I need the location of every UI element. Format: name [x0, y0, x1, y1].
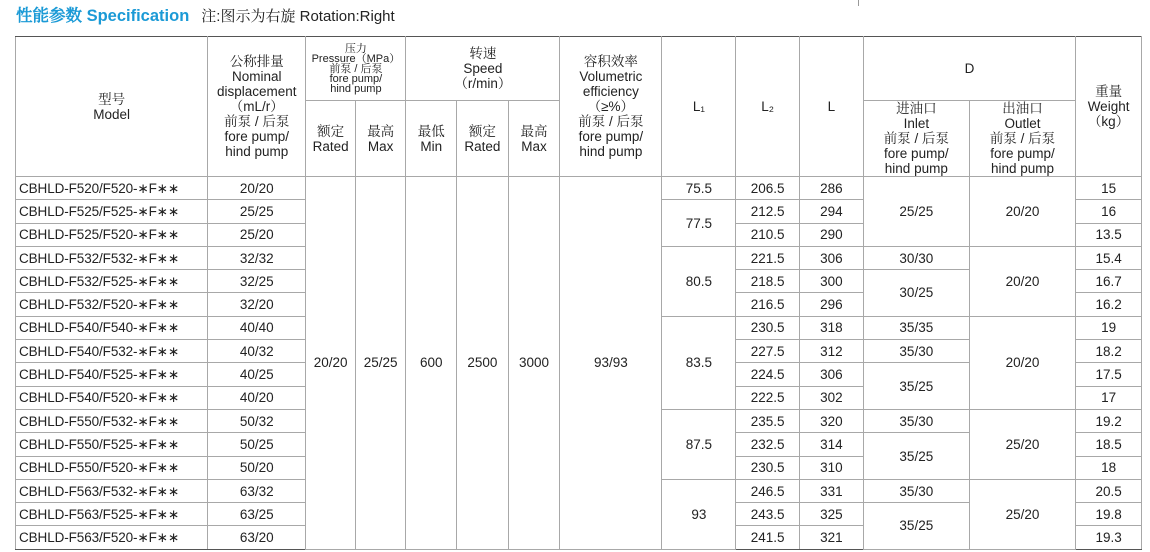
l-cell: 318 — [800, 316, 864, 339]
l2-cell: 246.5 — [736, 479, 800, 502]
l1-cell: 80.5 — [662, 246, 736, 316]
displacement-cell: 50/25 — [208, 433, 306, 456]
l-cell: 300 — [800, 270, 864, 293]
l-cell: 306 — [800, 363, 864, 386]
col-displacement: 公称排量 Nominal displacement （mL/r） 前泵 / 后泵 fore pump/ hind pump — [208, 37, 306, 177]
model-cell: CBHLD-F525/F520-∗F∗∗ — [16, 223, 208, 246]
col-pressure-max: 最高 Max — [355, 101, 406, 177]
l2-cell: 241.5 — [736, 526, 800, 549]
col-speed-max: 最高 Max — [508, 101, 560, 177]
col-pressure-rated: 额定 Rated — [306, 101, 356, 177]
l-cell: 325 — [800, 503, 864, 526]
displacement-cell: 40/40 — [208, 316, 306, 339]
displacement-cell: 20/20 — [208, 177, 306, 200]
model-cell: CBHLD-F520/F520-∗F∗∗ — [16, 177, 208, 200]
l-cell: 286 — [800, 177, 864, 200]
model-cell: CBHLD-F563/F532-∗F∗∗ — [16, 479, 208, 502]
l-cell: 294 — [800, 200, 864, 223]
model-cell: CBHLD-F540/F532-∗F∗∗ — [16, 340, 208, 363]
l-cell: 302 — [800, 386, 864, 409]
outlet-cell: 25/20 — [969, 479, 1075, 549]
col-model: 型号 Model — [16, 37, 208, 177]
weight-cell: 15 — [1076, 177, 1142, 200]
model-cell: CBHLD-F563/F520-∗F∗∗ — [16, 526, 208, 549]
col-d: D — [863, 37, 1075, 101]
l2-cell: 227.5 — [736, 340, 800, 363]
model-cell: CBHLD-F563/F525-∗F∗∗ — [16, 503, 208, 526]
col-speed: 转速 Speed （r/min） — [406, 37, 560, 101]
l-cell: 310 — [800, 456, 864, 479]
col-l1: L₁ — [662, 37, 736, 177]
inlet-cell: 35/30 — [863, 479, 969, 502]
l2-cell: 222.5 — [736, 386, 800, 409]
spec-heading: 性能参数 Specification — [16, 7, 190, 25]
weight-cell: 18.5 — [1076, 433, 1142, 456]
l1-cell: 75.5 — [662, 177, 736, 200]
col-inlet: 进油口 Inlet 前泵 / 后泵 fore pump/ hind pump — [863, 101, 969, 177]
inlet-cell: 30/30 — [863, 246, 969, 269]
inlet-cell: 35/25 — [863, 503, 969, 550]
model-cell: CBHLD-F532/F525-∗F∗∗ — [16, 270, 208, 293]
displacement-cell: 63/32 — [208, 479, 306, 502]
displacement-cell: 32/25 — [208, 270, 306, 293]
weight-cell: 20.5 — [1076, 479, 1142, 502]
l2-cell: 232.5 — [736, 433, 800, 456]
l2-cell: 230.5 — [736, 316, 800, 339]
model-cell: CBHLD-F532/F520-∗F∗∗ — [16, 293, 208, 316]
inlet-cell: 30/25 — [863, 270, 969, 317]
inlet-cell: 35/30 — [863, 409, 969, 432]
model-cell: CBHLD-F525/F525-∗F∗∗ — [16, 200, 208, 223]
rotation-note: 注:图示为右旋 Rotation:Right — [201, 8, 395, 25]
weight-cell: 13.5 — [1076, 223, 1142, 246]
l-cell: 296 — [800, 293, 864, 316]
model-cell: CBHLD-F550/F525-∗F∗∗ — [16, 433, 208, 456]
l-cell: 331 — [800, 479, 864, 502]
outlet-cell: 20/20 — [969, 246, 1075, 316]
displacement-cell: 63/20 — [208, 526, 306, 549]
displacement-cell: 50/32 — [208, 409, 306, 432]
pressure-max-cell: 25/25 — [355, 177, 406, 550]
inlet-cell: 35/30 — [863, 340, 969, 363]
inlet-cell: 25/25 — [863, 177, 969, 247]
model-cell: CBHLD-F540/F520-∗F∗∗ — [16, 386, 208, 409]
l2-cell: 230.5 — [736, 456, 800, 479]
weight-cell: 17 — [1076, 386, 1142, 409]
l-cell: 321 — [800, 526, 864, 549]
col-speed-min: 最低 Min — [406, 101, 457, 177]
displacement-cell: 63/25 — [208, 503, 306, 526]
table-body — [16, 177, 1142, 550]
l2-cell: 224.5 — [736, 363, 800, 386]
outlet-cell: 20/20 — [969, 177, 1075, 247]
outlet-cell: 20/20 — [969, 316, 1075, 409]
weight-cell: 19.8 — [1076, 503, 1142, 526]
l-cell: 312 — [800, 340, 864, 363]
weight-cell: 19.2 — [1076, 409, 1142, 432]
table-header — [16, 37, 1142, 177]
weight-cell: 19.3 — [1076, 526, 1142, 549]
displacement-cell: 25/20 — [208, 223, 306, 246]
l2-cell: 206.5 — [736, 177, 800, 200]
weight-cell: 18 — [1076, 456, 1142, 479]
displacement-cell: 25/25 — [208, 200, 306, 223]
model-cell: CBHLD-F532/F532-∗F∗∗ — [16, 246, 208, 269]
l1-cell: 77.5 — [662, 200, 736, 247]
col-l: L — [800, 37, 864, 177]
inlet-cell: 35/35 — [863, 316, 969, 339]
l1-cell: 83.5 — [662, 316, 736, 409]
weight-cell: 16.7 — [1076, 270, 1142, 293]
col-outlet: 出油口 Outlet 前泵 / 后泵 fore pump/ hind pump — [969, 101, 1075, 177]
inlet-cell: 35/25 — [863, 363, 969, 410]
divider-tick — [858, 0, 859, 6]
col-speed-rated: 额定 Rated — [457, 101, 509, 177]
specification-table — [15, 36, 1142, 550]
displacement-cell: 40/25 — [208, 363, 306, 386]
l2-cell: 235.5 — [736, 409, 800, 432]
weight-cell: 19 — [1076, 316, 1142, 339]
l-cell: 290 — [800, 223, 864, 246]
model-cell: CBHLD-F540/F525-∗F∗∗ — [16, 363, 208, 386]
displacement-cell: 32/32 — [208, 246, 306, 269]
l-cell: 320 — [800, 409, 864, 432]
col-efficiency: 容积效率 Volumetric efficiency （≥%） 前泵 / 后泵 fore pump/ hind pump — [560, 37, 662, 177]
l1-cell: 87.5 — [662, 409, 736, 479]
l2-cell: 212.5 — [736, 200, 800, 223]
spec-title — [16, 2, 395, 26]
l-cell: 306 — [800, 246, 864, 269]
model-cell: CBHLD-F550/F532-∗F∗∗ — [16, 409, 208, 432]
l-cell: 314 — [800, 433, 864, 456]
weight-cell: 16.2 — [1076, 293, 1142, 316]
speed-min-cell: 600 — [406, 177, 457, 550]
col-weight: 重量 Weight （kg） — [1076, 37, 1142, 177]
weight-cell: 18.2 — [1076, 340, 1142, 363]
efficiency-cell: 93/93 — [560, 177, 662, 550]
l1-cell: 93 — [662, 479, 736, 549]
weight-cell: 15.4 — [1076, 246, 1142, 269]
model-cell: CBHLD-F540/F540-∗F∗∗ — [16, 316, 208, 339]
displacement-cell: 32/20 — [208, 293, 306, 316]
speed-max-cell: 3000 — [508, 177, 560, 550]
displacement-cell: 40/32 — [208, 340, 306, 363]
l2-cell: 218.5 — [736, 270, 800, 293]
l2-cell: 221.5 — [736, 246, 800, 269]
l2-cell: 210.5 — [736, 223, 800, 246]
l2-cell: 243.5 — [736, 503, 800, 526]
displacement-cell: 40/20 — [208, 386, 306, 409]
l2-cell: 216.5 — [736, 293, 800, 316]
pressure-rated-cell: 20/20 — [306, 177, 356, 550]
weight-cell: 16 — [1076, 200, 1142, 223]
displacement-cell: 50/20 — [208, 456, 306, 479]
weight-cell: 17.5 — [1076, 363, 1142, 386]
model-cell: CBHLD-F550/F520-∗F∗∗ — [16, 456, 208, 479]
inlet-cell: 35/25 — [863, 433, 969, 480]
table-row — [16, 177, 1142, 200]
speed-rated-cell: 2500 — [457, 177, 509, 550]
outlet-cell: 25/20 — [969, 409, 1075, 479]
col-l2: L₂ — [736, 37, 800, 177]
col-pressure: 压力 Pressure（MPa） 前泵 / 后泵 fore pump/ hind pump — [306, 37, 406, 101]
